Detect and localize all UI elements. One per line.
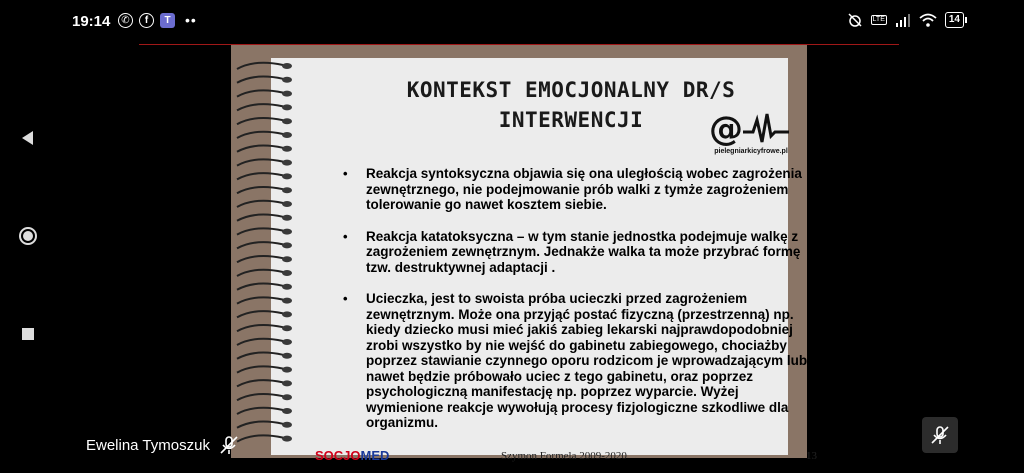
- spiral-hole: [282, 104, 292, 110]
- spiral-ring: [237, 408, 283, 414]
- spiral-ring: [237, 187, 283, 193]
- spiral-ring: [237, 339, 283, 345]
- spiral-hole: [282, 284, 292, 290]
- socjomed-logo: [315, 448, 389, 463]
- socjomed-logo-part2: MED: [360, 448, 390, 463]
- spiral-hole: [282, 201, 292, 207]
- spiral-hole: [282, 380, 292, 386]
- spiral-ring: [237, 353, 283, 359]
- spiral-hole: [282, 408, 292, 414]
- spiral-ring: [237, 422, 283, 428]
- status-bar: [0, 0, 1024, 44]
- spiral-hole: [282, 242, 292, 248]
- slide-paper: [271, 58, 817, 463]
- wifi-icon: [919, 13, 937, 27]
- spiral-ring: [237, 173, 283, 179]
- spiral-hole: [282, 118, 292, 124]
- spiral-hole: [282, 173, 292, 179]
- socjomed-logo-part1: SOCJO: [315, 448, 361, 463]
- spiral-hole: [282, 77, 292, 83]
- spiral-ring: [237, 325, 283, 331]
- home-circle-icon: [18, 226, 38, 246]
- home-button[interactable]: [17, 225, 39, 247]
- spiral-hole: [282, 187, 292, 193]
- spiral-ring: [237, 242, 283, 248]
- spiral-ring: [237, 215, 283, 221]
- spiral-hole: [282, 394, 292, 400]
- participant-label: [86, 434, 240, 456]
- spiral-hole: [282, 215, 292, 221]
- recents-button[interactable]: [17, 323, 39, 345]
- svg-text:@: @: [709, 109, 743, 149]
- spiral-ring: [237, 394, 283, 400]
- spiral-binding: [235, 59, 295, 449]
- spiral-hole: [282, 270, 292, 276]
- spiral-ring: [237, 159, 283, 165]
- back-triangle-icon: [20, 130, 36, 146]
- spiral-hole: [282, 339, 292, 345]
- presentation-slide: [231, 45, 817, 463]
- slide-page-number: 13: [806, 450, 817, 462]
- spiral-ring: [237, 146, 283, 152]
- spiral-ring: [237, 297, 283, 303]
- whatsapp-icon: ✆: [118, 13, 133, 28]
- signal-icon: [895, 13, 911, 27]
- at-heartbeat-icon: [701, 110, 801, 148]
- more-notifications-icon: ••: [185, 12, 197, 28]
- spiral-hole: [282, 91, 292, 97]
- spiral-ring: [237, 380, 283, 386]
- battery-icon: 14: [945, 12, 964, 28]
- spiral-ring: [237, 270, 283, 276]
- teams-icon: T: [160, 13, 175, 28]
- clock: 19:14: [72, 13, 111, 30]
- spiral-hole: [282, 256, 292, 262]
- bullet-katatoksyczna: • Reakcja katatoksyczna – w tym stanie jednostka podejmuje walkę z zagrożeniem zewnętrznym. Jednakże walka ta może przybrać formę tzw. destruktywnej adaptacji .: [341, 229, 811, 276]
- spiral-hole: [282, 311, 292, 317]
- alarm-off-icon: [847, 12, 863, 28]
- spiral-ring: [237, 118, 283, 124]
- spiral-ring: [237, 63, 283, 69]
- spiral-ring: [237, 256, 283, 262]
- mute-toggle-button[interactable]: [922, 417, 958, 453]
- spiral-ring: [237, 90, 283, 96]
- spiral-hole: [282, 146, 292, 152]
- spiral-hole: [282, 353, 292, 359]
- bullet-list: [341, 166, 811, 447]
- spiral-ring: [237, 284, 283, 290]
- spiral-ring: [237, 435, 283, 441]
- volte-icon: LTE: [872, 16, 885, 23]
- slide-title-line2: INTERWENCJI: [498, 108, 644, 132]
- spiral-hole: [282, 298, 292, 304]
- mic-muted-icon: [929, 424, 951, 446]
- bullet-syntoksyczna: • Reakcja syntoksyczna objawia się ona uległością wobec zagrożenia zewnętrznego, nie podejmowanie prób walki z tymże zagrożeniem tolerowanie go nawet kosztem siebie.: [341, 166, 811, 213]
- spiral-hole: [282, 367, 292, 373]
- participant-name: Ewelina Tymoszuk: [86, 436, 210, 454]
- spiral-hole: [282, 229, 292, 235]
- back-button[interactable]: [17, 127, 39, 149]
- logo-url: pielegniarkicyfrowe.pl: [714, 148, 788, 155]
- facebook-icon: f: [139, 13, 154, 28]
- spiral-hole: [282, 160, 292, 166]
- pielegniarki-logo: [701, 110, 801, 158]
- spiral-ring: [237, 228, 283, 234]
- spiral-ring: [237, 104, 283, 110]
- bullet-ucieczka: • Ucieczka, jest to swoista próba ucieczki przed zagrożeniem zewnętrznym. Może ona przyjąć postać fizyczną (przestrzenną) np. kiedy dziecko musi mieć jakiś zabieg lekarski najprawdopodobniej zrobi wszystko by nie wejść do gabinetu zabiegowego, chociażby poprzez stawianie czynnego oporu rodzicom je wprowadzającym lub nawet będzie próbowało uciec z tego gabinetu, oraz poprzez psychologiczną manifestację np. poprzez wyparcie. Wyżej wymienione reakcje wywołują procesy fizjologiczne szkodliwe dla organizmu.: [341, 291, 811, 431]
- spiral-hole: [282, 132, 292, 138]
- spiral-ring: [237, 132, 283, 138]
- spiral-hole: [282, 422, 292, 428]
- spiral-ring: [237, 366, 283, 372]
- spiral-ring: [237, 311, 283, 317]
- navigation-bar: [0, 44, 56, 473]
- recents-square-icon: [21, 327, 35, 341]
- slide-author-footer: Szymon Formela 2009-2020: [501, 450, 627, 462]
- slide-title-line1: KONTEKST EMOCJONALNY DR/S: [406, 78, 736, 102]
- spiral-hole: [282, 325, 292, 331]
- spiral-hole: [282, 63, 292, 69]
- spiral-ring: [237, 77, 283, 83]
- spiral-hole: [282, 436, 292, 442]
- mic-muted-icon: [218, 434, 240, 456]
- spiral-ring: [237, 201, 283, 207]
